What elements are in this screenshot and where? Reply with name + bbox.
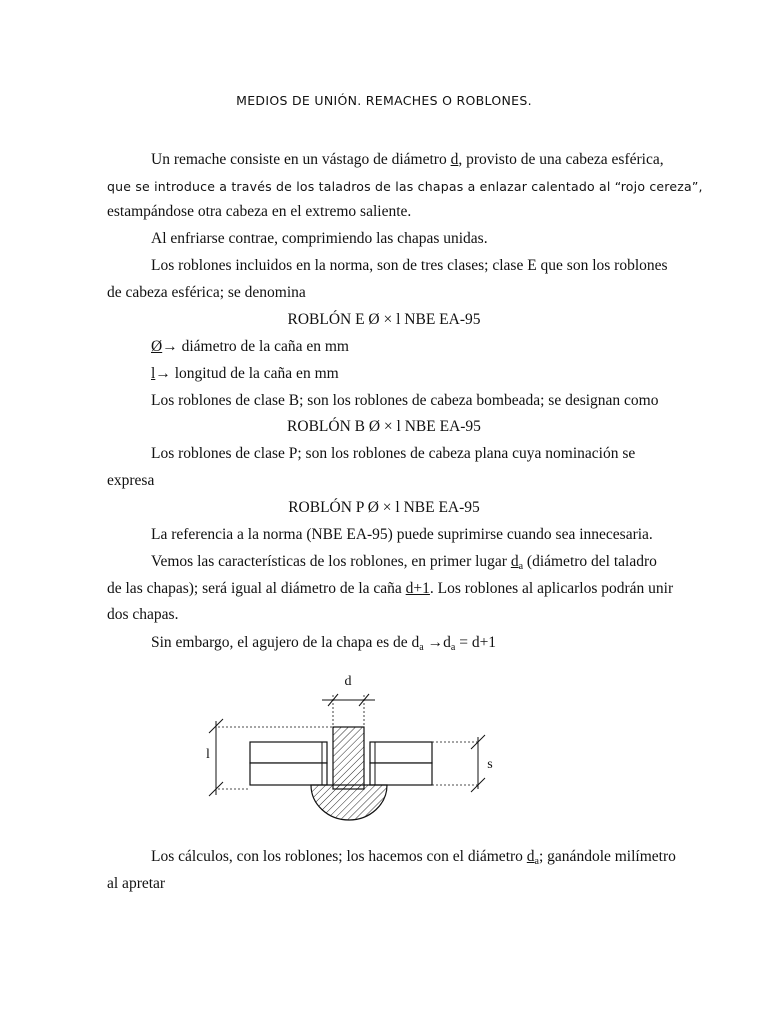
paragraph-remache-line1 [151, 151, 664, 169]
symbol-diameter: Ø [151, 338, 163, 355]
text-span: , provisto de una cabeza esférica, [458, 151, 664, 168]
rivet-diagram [0, 665, 768, 835]
paragraph-clase-p-line2: expresa [107, 472, 155, 489]
rivet-head [311, 785, 387, 820]
arrow-right-icon: → [162, 338, 178, 355]
paragraph-remache-line2: que se introduce a través de los taladros de las chapas a enlazar calentado al “rojo cereza”, [107, 179, 703, 194]
paragraph-caracteristicas-line2 [107, 580, 673, 598]
text-span: longitud de la caña en mm [170, 365, 339, 382]
paragraph-caracteristicas-line1 [151, 553, 657, 571]
text-span: Un remache consiste en un vástago de diámetro [151, 151, 451, 168]
symbol-length: l [151, 365, 156, 382]
text-span: diámetro de la caña en mm [177, 338, 349, 355]
formula-roblon-p: ROBLÓN P Ø × l NBE EA-95 [288, 499, 480, 516]
page-title: MEDIOS DE UNIÓN. REMACHES O ROBLONES. [236, 93, 532, 108]
dimension-s [432, 735, 493, 792]
subscript: a [419, 642, 424, 653]
text-span: (diámetro del taladro [523, 553, 657, 570]
paragraph-clase-p-line1: Los roblones de clase P; son los roblones de cabeza plana cuya nominación se [151, 445, 636, 462]
label-d: d [344, 674, 352, 689]
paragraph-calculos-line1 [151, 848, 676, 866]
subscript: a [450, 642, 456, 653]
label-l: l [206, 747, 210, 762]
symbol-d-plus-1: d+1 [405, 580, 430, 597]
text-span: Vemos las características de los roblones, en primer lugar [151, 553, 511, 570]
symbol-da [511, 553, 523, 570]
rivet-shank [333, 727, 364, 789]
text-span: . Los roblones al aplicarlos podrán unir [429, 580, 674, 597]
paragraph-caracteristicas-line3: dos chapas. [107, 606, 179, 623]
text-span: d [526, 848, 535, 865]
text-span: = d+1 [455, 634, 497, 651]
paragraph-agujero [151, 634, 496, 652]
formula-roblon-e: ROBLÓN E Ø × l NBE EA-95 [287, 311, 481, 328]
formula-roblon-b: ROBLÓN B Ø × l NBE EA-95 [287, 418, 481, 435]
plates-right [370, 742, 432, 785]
text-span: de las chapas); será igual al diámetro de la caña [107, 580, 406, 597]
paragraph-referencia: La referencia a la norma (NBE EA-95) puede suprimirse cuando sea innecesaria. [151, 526, 653, 543]
symbol-d: d [450, 151, 459, 168]
text-span: Sin embargo, el agujero de la chapa es de d [151, 634, 420, 651]
text-span: ; ganándole milímetro [539, 848, 676, 865]
subscript: a [534, 856, 539, 867]
paragraph-clase-b: Los roblones de clase B; son los roblones de cabeza bombeada; se designan como [151, 392, 659, 409]
paragraph-clases-line2: de cabeza esférica; se denomina [107, 284, 306, 301]
text-span: d [510, 553, 519, 570]
paragraph-calculos-line2: al apretar [107, 875, 166, 892]
symbol-da [527, 848, 539, 865]
definition-diameter [151, 338, 349, 356]
paragraph-clases-line1: Los roblones incluidos en la norma, son de tres clases; clase E que son los roblones [151, 257, 668, 274]
paragraph-remache-line3: estampándose otra cabeza en el extremo saliente. [107, 203, 412, 220]
paragraph-enfriarse: Al enfriarse contrae, comprimiendo las chapas unidas. [151, 230, 488, 247]
arrow-right-icon: →d [423, 634, 451, 651]
plates-left [250, 742, 327, 785]
subscript: a [518, 561, 524, 572]
text-span: Los cálculos, con los roblones; los hacemos con el diámetro [151, 848, 527, 865]
label-s: s [487, 757, 493, 772]
definition-length [151, 365, 339, 383]
arrow-right-icon: → [155, 365, 171, 382]
dimension-d [322, 674, 375, 727]
